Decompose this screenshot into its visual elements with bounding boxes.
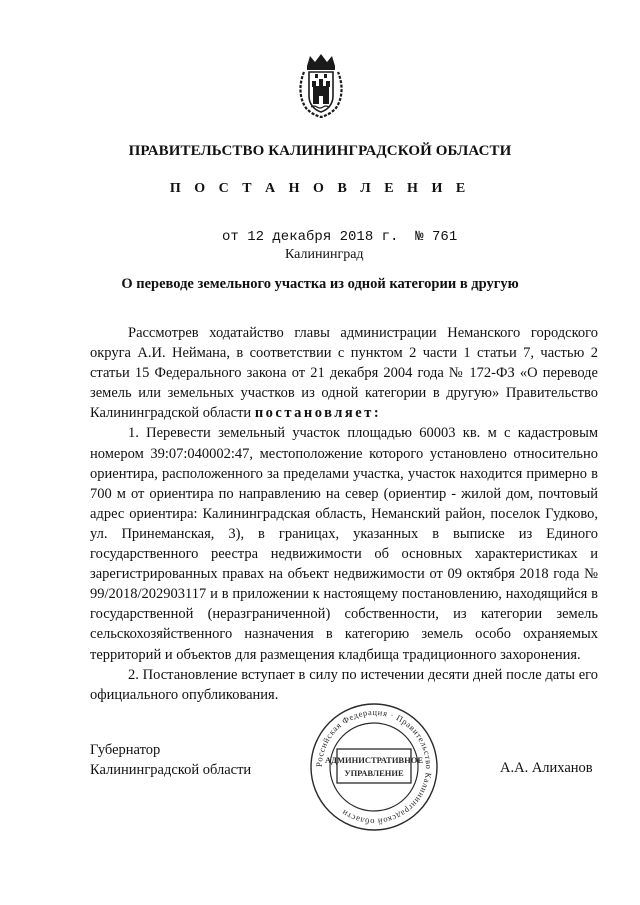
seal-inner-line-1: АДМИНИСТРАТИВНОЕ — [325, 755, 423, 765]
item-1-paragraph: 1. Перевести земельный участок площадью 60003 кв. м с кадастровым номером 39:07:040002:47, местоположение которого установлено относительно ориентира, расположенного за пределами участка, участок находится примерно в 700 м от ориентира по направлению на север (ориентир - жилой дом, почтовый адрес ориентира: Калининградская область, Неманский район, поселок Гудково, ул. Принеманская, 3), в границах, указанных в выписке из Единого государственного реестра недвижимости об основных характеристиках и зарегистрированных правах на объект недвижимости от 09 октября 2018 года № 99/2018/202903117 и в приложении к настоящему постановлению, находящийся в государственной (неразграниченной) собственности, из категории земель сельскохозяйственного назначения в категорию земель особо охраняемых территорий и объектов для размещения кладбища традиционного захоронения. — [90, 425, 598, 663]
document-date-number: от 12 декабря 2018 г. № 761 — [222, 229, 458, 245]
document-body — [90, 323, 598, 705]
preamble-paragraph — [90, 323, 598, 423]
decree-word: постановляет: — [254, 405, 382, 422]
signatory-name: А.А. Алиханов — [500, 760, 593, 776]
signatory-title — [90, 740, 251, 780]
preamble-text: Рассмотрев ходатайство главы администрации Неманского городского округа А.И. Неймана, в соответствии с пунктом 2 части 1 статьи 7, частью 2 статьи 15 Федерального закона от 21 декабря 2004 года № 172-ФЗ «О переводе земель или земельных участков из одной категории в другую» Правительство Калининградской области — [90, 325, 598, 422]
official-seal-icon — [307, 700, 441, 834]
organization-title: ПРАВИТЕЛЬСТВО КАЛИНИНГРАДСКОЙ ОБЛАСТИ — [128, 143, 512, 159]
document-city: Калининград — [285, 247, 364, 262]
document-subject: О переводе земельного участка из одной категории в другую — [121, 276, 519, 292]
seal-inner-line-2: УПРАВЛЕНИЕ — [344, 768, 404, 778]
item-2-paragraph: 2. Постановление вступает в силу по истечении десяти дней после даты его официального опубликования. — [90, 666, 598, 703]
signatory-title-line-1: Губернатор — [90, 742, 161, 758]
coat-of-arms-icon — [298, 52, 344, 118]
document-type: П О С Т А Н О В Л Е Н И Е — [169, 181, 471, 196]
seal-ring-text: Российская Федерация · Правительство Калининградской области — [313, 706, 435, 828]
signatory-title-line-2: Калининградской области — [90, 762, 252, 778]
